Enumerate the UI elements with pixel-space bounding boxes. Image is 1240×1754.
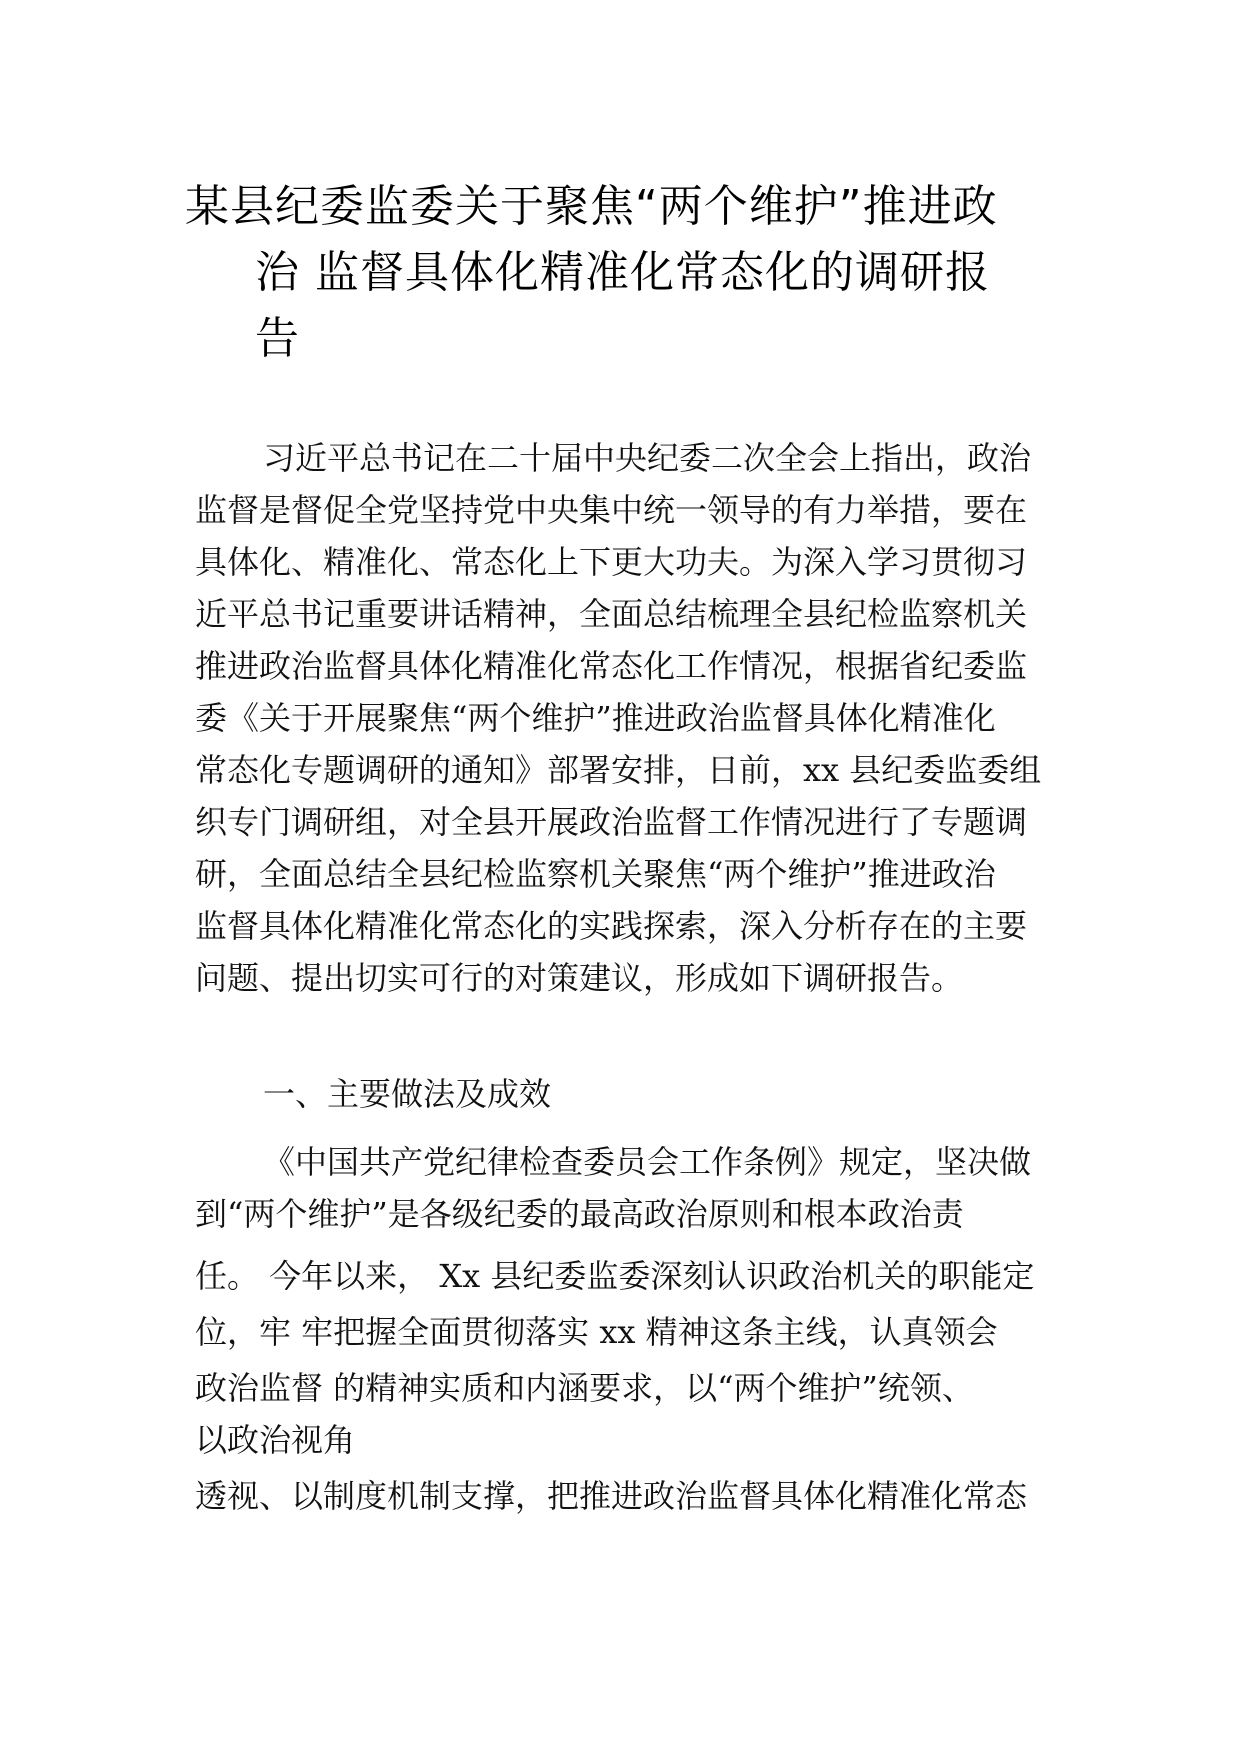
title-line: 某县纪委监委关于聚焦“两个维护”推进政	[185, 181, 998, 232]
text-line: 任。 今年以来， Xx 县纪委监委深刻认识政治机关的职能定	[195, 1257, 1035, 1295]
text-line: 近平总书记重要讲话精神，全面总结梳理全县纪检监察机关	[195, 595, 1028, 633]
title-line: 治 监督具体化精准化常态化的调研报	[255, 247, 990, 298]
text-line: 位，牢 牢把握全面贯彻落实 xx 精神这条主线，认真领会	[195, 1313, 998, 1351]
text-line: 到“两个维护”是各级纪委的最高政治原则和根本政治责	[195, 1195, 964, 1233]
text-line: 织专门调研组，对全县开展政治监督工作情况进行了专题调	[195, 803, 1028, 841]
text-line: 《中国共产党纪律检查委员会工作条例》规定，坚决做	[263, 1143, 1032, 1181]
text-line: 习近平总书记在二十届中央纪委二次全会上指出，政治	[263, 439, 1032, 477]
text-line: 政治监督 的精神实质和内涵要求，以“两个维护”统领、	[195, 1369, 974, 1407]
text-line: 常态化专题调研的通知》部署安排，日前，xx 县纪委监委组	[195, 751, 1042, 789]
title-line: 告	[255, 313, 300, 364]
text-line: 以政治视角	[195, 1421, 356, 1459]
text-line: 监督具体化精准化常态化的实践探索，深入分析存在的主要	[195, 907, 1028, 945]
section-heading: 一、主要做法及成效	[263, 1075, 552, 1113]
text-line: 具体化、精准化、常态化上下更大功夫。为深入学习贯彻习	[195, 543, 1028, 581]
text-line: 监督是督促全党坚持党中央集中统一领导的有力举措，要在	[195, 491, 1028, 529]
text-line: 研，全面总结全县纪检监察机关聚焦“两个维护”推进政治	[195, 855, 996, 893]
text-line: 透视、以制度机制支撑，把推进政治监督具体化精准化常态	[195, 1477, 1028, 1515]
text-line: 推进政治监督具体化精准化常态化工作情况，根据省纪委监	[195, 647, 1028, 685]
document-title	[185, 174, 1085, 372]
text-line: 委《关于开展聚焦“两个维护”推进政治监督具体化精准化	[195, 699, 996, 737]
text-line: 问题、提出切实可行的对策建议，形成如下调研报告。	[195, 959, 964, 997]
